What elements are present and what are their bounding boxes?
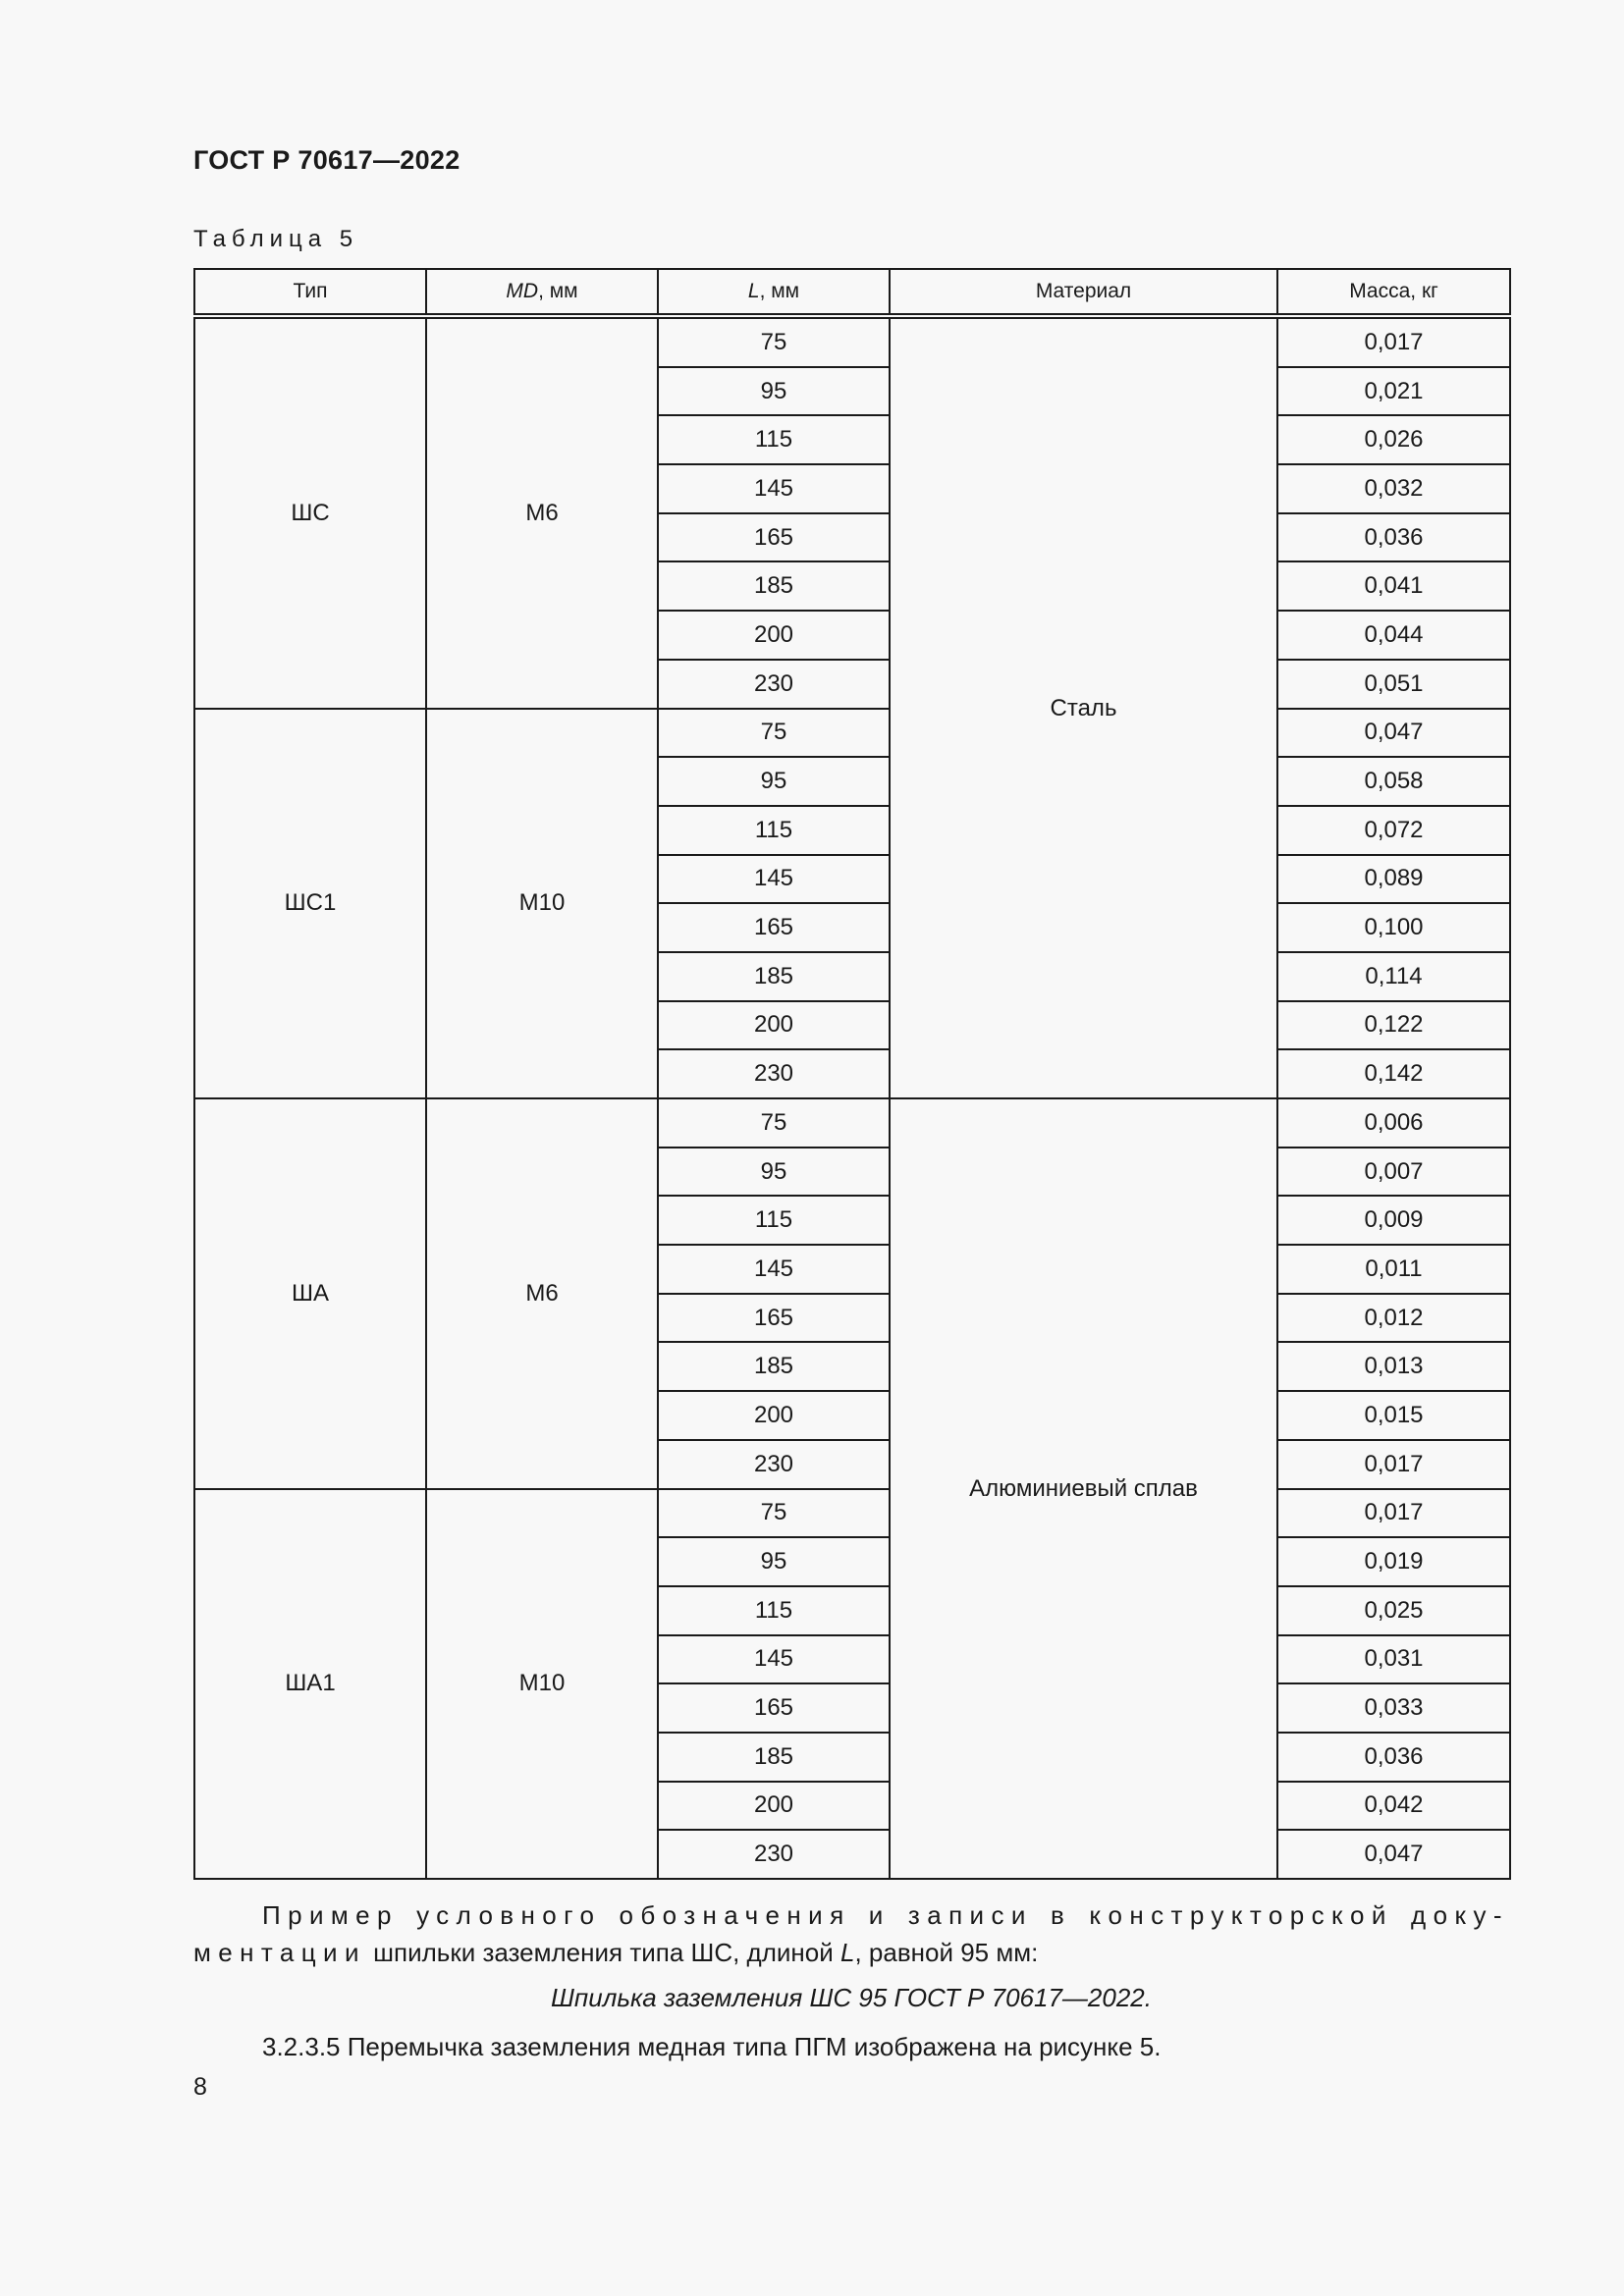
mass-cell: 0,032 — [1277, 464, 1510, 513]
length-cell: 185 — [658, 561, 890, 611]
header-material: Материал — [890, 269, 1277, 316]
mass-cell: 0,007 — [1277, 1148, 1510, 1197]
length-cell: 200 — [658, 1782, 890, 1831]
type-cell: ШС — [194, 316, 426, 709]
example-line-2-text-a: шпильки заземления типа ШС, длиной — [365, 1938, 840, 1967]
table-caption: Таблица 5 — [193, 226, 359, 252]
table-header-row — [194, 269, 1510, 316]
type-cell: ША1 — [194, 1489, 426, 1880]
length-cell: 115 — [658, 806, 890, 855]
page-number: 8 — [193, 2073, 207, 2101]
header-md-variable: MD — [506, 280, 539, 302]
md-cell: М6 — [426, 316, 658, 709]
md-cell: М6 — [426, 1098, 658, 1489]
table-row — [194, 1489, 1510, 1538]
mass-cell: 0,017 — [1277, 1489, 1510, 1538]
mass-cell: 0,072 — [1277, 806, 1510, 855]
material-cell: Сталь — [890, 316, 1277, 1098]
mass-cell: 0,041 — [1277, 561, 1510, 611]
example-line-2-text-b: , равной 95 мм: — [854, 1938, 1039, 1967]
length-cell: 95 — [658, 757, 890, 806]
mass-cell: 0,058 — [1277, 757, 1510, 806]
md-cell: М10 — [426, 709, 658, 1099]
length-cell: 200 — [658, 1391, 890, 1440]
mass-cell: 0,042 — [1277, 1782, 1510, 1831]
mass-cell: 0,044 — [1277, 611, 1510, 660]
table-row — [194, 316, 1510, 367]
table-row — [194, 709, 1510, 758]
length-cell: 165 — [658, 903, 890, 952]
length-cell: 75 — [658, 1489, 890, 1538]
mass-cell: 0,033 — [1277, 1683, 1510, 1733]
designation-example: Шпилька заземления ШС 95 ГОСТ Р 70617—2022. — [551, 1983, 1152, 2012]
mass-cell: 0,021 — [1277, 367, 1510, 416]
header-length — [658, 269, 890, 316]
clause-3-2-3-5: 3.2.3.5 Перемычка заземления медная типа ПГМ изображена на рисунке 5. — [262, 2032, 1162, 2061]
mass-cell: 0,051 — [1277, 660, 1510, 709]
mass-cell: 0,036 — [1277, 513, 1510, 562]
length-cell: 145 — [658, 855, 890, 904]
length-cell: 75 — [658, 1098, 890, 1148]
mass-cell: 0,012 — [1277, 1294, 1510, 1343]
header-md-unit: , мм — [538, 280, 578, 302]
length-cell: 200 — [658, 1001, 890, 1050]
length-cell: 185 — [658, 1342, 890, 1391]
header-mass: Масса, кг — [1277, 269, 1510, 316]
length-cell: 165 — [658, 1294, 890, 1343]
mass-cell: 0,114 — [1277, 952, 1510, 1001]
mass-cell: 0,011 — [1277, 1245, 1510, 1294]
md-cell: М10 — [426, 1489, 658, 1880]
header-md — [426, 269, 658, 316]
length-cell: 230 — [658, 1830, 890, 1879]
length-cell: 95 — [658, 1537, 890, 1586]
mass-cell: 0,142 — [1277, 1049, 1510, 1098]
mass-cell: 0,006 — [1277, 1098, 1510, 1148]
mass-cell: 0,089 — [1277, 855, 1510, 904]
length-cell: 230 — [658, 1440, 890, 1489]
type-cell: ШС1 — [194, 709, 426, 1099]
material-cell: Алюминиевый сплав — [890, 1098, 1277, 1879]
header-length-variable: L — [747, 280, 760, 302]
length-cell: 95 — [658, 367, 890, 416]
mass-cell: 0,015 — [1277, 1391, 1510, 1440]
type-cell: ША — [194, 1098, 426, 1489]
length-cell: 185 — [658, 1733, 890, 1782]
example-paragraph — [193, 1896, 1509, 1971]
length-cell: 185 — [658, 952, 890, 1001]
document-header: ГОСТ Р 70617—2022 — [193, 145, 460, 175]
mass-cell: 0,031 — [1277, 1635, 1510, 1684]
mass-cell: 0,019 — [1277, 1537, 1510, 1586]
mass-cell: 0,036 — [1277, 1733, 1510, 1782]
table-body — [194, 316, 1510, 1879]
mass-cell: 0,009 — [1277, 1196, 1510, 1245]
length-cell: 75 — [658, 709, 890, 758]
header-type: Тип — [194, 269, 426, 316]
mass-cell: 0,100 — [1277, 903, 1510, 952]
length-cell: 230 — [658, 660, 890, 709]
mass-cell: 0,025 — [1277, 1586, 1510, 1635]
example-line-2-spaced: ментации — [193, 1938, 366, 1967]
mass-cell: 0,017 — [1277, 1440, 1510, 1489]
length-cell: 95 — [658, 1148, 890, 1197]
length-cell: 200 — [658, 611, 890, 660]
header-length-unit: , мм — [759, 280, 800, 302]
example-line-1: Пример условного обозначения и записи в конструкторской доку- — [262, 1900, 1509, 1930]
mass-cell: 0,122 — [1277, 1001, 1510, 1050]
mass-cell: 0,047 — [1277, 709, 1510, 758]
length-cell: 230 — [658, 1049, 890, 1098]
mass-cell: 0,017 — [1277, 316, 1510, 367]
length-cell: 145 — [658, 464, 890, 513]
length-cell: 75 — [658, 316, 890, 367]
length-cell: 115 — [658, 1196, 890, 1245]
length-cell: 145 — [658, 1245, 890, 1294]
specification-table — [193, 268, 1511, 1880]
table-row — [194, 1098, 1510, 1148]
mass-cell: 0,047 — [1277, 1830, 1510, 1879]
length-cell: 115 — [658, 415, 890, 464]
length-cell: 145 — [658, 1635, 890, 1684]
mass-cell: 0,026 — [1277, 415, 1510, 464]
example-line-2-variable: L — [840, 1938, 855, 1967]
length-cell: 165 — [658, 513, 890, 562]
length-cell: 115 — [658, 1586, 890, 1635]
length-cell: 165 — [658, 1683, 890, 1733]
mass-cell: 0,013 — [1277, 1342, 1510, 1391]
